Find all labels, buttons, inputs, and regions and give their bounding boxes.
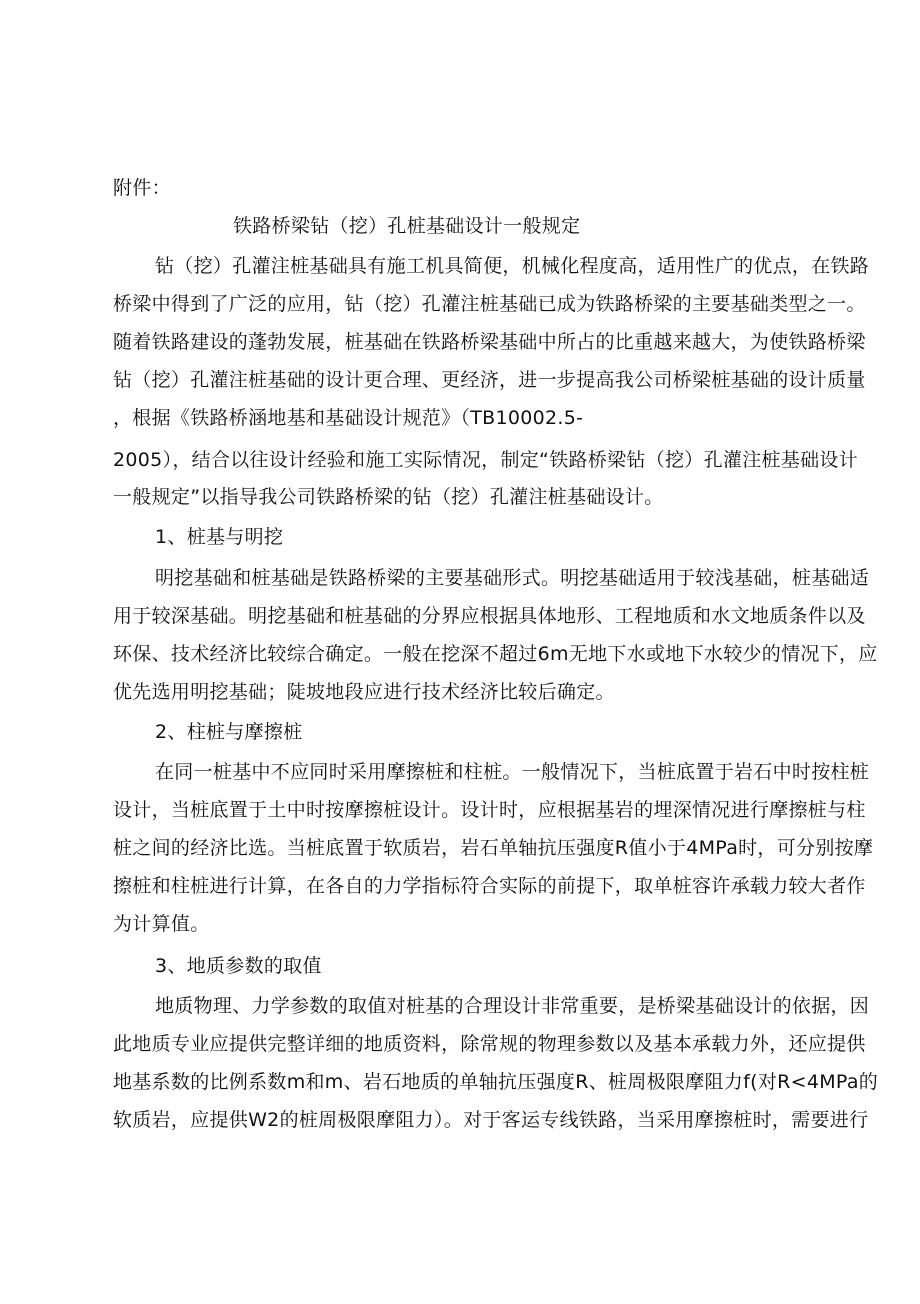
text-line: 此地质专业应提供完整详细的地质资料，除常规的物理参数以及基本承载力外，还应提供	[113, 1033, 866, 1055]
text-line: 桥梁中得到了广泛的应用，钻（挖）孔灌注桩基础已成为铁路桥梁的主要基础类型之一。	[113, 293, 866, 315]
text-line: 2005），结合以往设计经验和施工实际情况，制定“铁路桥梁钻（挖）孔灌注桩基础设计	[113, 449, 858, 471]
text-line: ，根据《铁路桥涵地基和基础设计规范》（TB10002.5-	[113, 407, 584, 429]
text-line: 钻（挖）孔灌注桩基础具有施工机具简便，机械化程度高，适用性广的优点，在铁路	[155, 255, 870, 277]
text-line: 明挖基础和桩基础是铁路桥梁的主要基础形式。明挖基础适用于较浅基础，桩基础适	[155, 567, 870, 589]
text-line: 为计算值。	[113, 913, 210, 935]
text-line: 擦桩和柱桩进行计算，在各自的力学指标符合实际的前提下，取单桩容许承载力较大者作	[113, 875, 866, 897]
text-line: 地质物理、力学参数的取值对桩基的合理设计非常重要，是桥梁基础设计的依据，因	[155, 995, 870, 1017]
text-line: 随着铁路建设的蓬勃发展，桩基础在铁路桥梁基础中所占的比重越来越大，为使铁路桥梁	[113, 331, 866, 353]
document-title: 铁路桥梁钻（挖）孔桩基础设计一般规定	[233, 215, 581, 237]
text-line: 软质岩，应提供W2的桩周极限摩阻力）。对于客运专线铁路，当采用摩擦桩时，需要进行	[113, 1109, 869, 1131]
text-line: 设计，当桩底置于土中时按摩擦桩设计。设计时，应根据基岩的埋深情况进行摩擦桩与柱	[113, 799, 866, 821]
text-line: 在同一桩基中不应同时采用摩擦桩和柱桩。一般情况下，当桩底置于岩石中时按柱桩	[155, 761, 870, 783]
text-line: 环保、技术经济比较综合确定。一般在挖深不超过6m无地下水或地下水较少的情况下，应	[113, 643, 878, 665]
text-line: 用于较深基础。明挖基础和桩基础的分界应根据具体地形、工程地质和水文地质条件以及	[113, 605, 866, 627]
section-heading-3: 3、地质参数的取值	[155, 955, 322, 977]
text-line: 地基系数的比例系数m和m、岩石地质的单轴抗压强度R、桩周极限摩阻力f(对R<4MPa的	[113, 1071, 879, 1093]
text-line: 钻（挖）孔灌注桩基础的设计更合理、更经济，进一步提高我公司桥梁桩基础的设计质量	[113, 369, 866, 391]
text-line: 优先选用明挖基础；陡坡地段应进行技术经济比较后确定。	[113, 681, 615, 703]
section-heading-1: 1、桩基与明挖	[155, 526, 284, 548]
attachment-label: 附件：	[113, 177, 171, 199]
text-line: 一般规定”以指导我公司铁路桥梁的钻（挖）孔灌注桩基础设计。	[113, 486, 664, 508]
text-line: 桩之间的经济比选。当桩底置于软质岩，岩石单轴抗压强度R值小于4MPa时，可分别按摩	[113, 837, 874, 859]
section-heading-2: 2、柱桩与摩擦桩	[155, 721, 303, 743]
